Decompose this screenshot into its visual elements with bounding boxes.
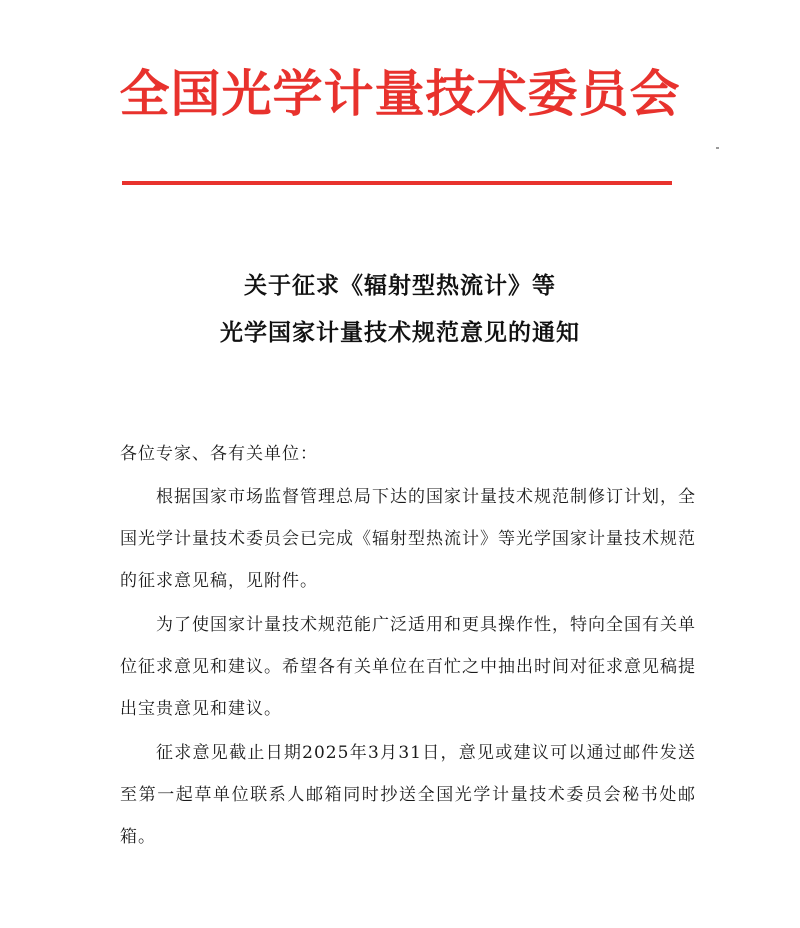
letterhead-red-rule — [122, 181, 672, 185]
body-paragraph-2: 为了使国家计量技术规范能广泛适用和更具操作性，特向全国有关单位征求意见和建议。希望各有关单位在百忙之中抽出时间对征求意见稿提出宝贵意见和建议。 — [120, 615, 696, 719]
salutation: 各位专家、各有关单位： — [120, 444, 318, 464]
notice-title-line-1: 关于征求《辐射型热流计》等 — [244, 273, 556, 299]
notice-title-line-2: 光学国家计量技术规范意见的通知 — [220, 320, 580, 346]
body-paragraph-3: 征求意见截止日期2025年3月31日，意见或建议可以通过邮件发送至第一起草单位联系人邮箱同时抄送全国光学计量技术委员会秘书处邮箱。 — [120, 743, 696, 847]
letterhead-org-name: 全国光学计量技术委员会 — [119, 64, 681, 123]
body-paragraph-1: 根据国家市场监督管理总局下达的国家计量技术规范制修订计划，全国光学计量技术委员会已完成《辐射型热流计》等光学国家计量技术规范的征求意见稿，见附件。 — [120, 487, 696, 591]
scan-speck — [716, 147, 719, 149]
